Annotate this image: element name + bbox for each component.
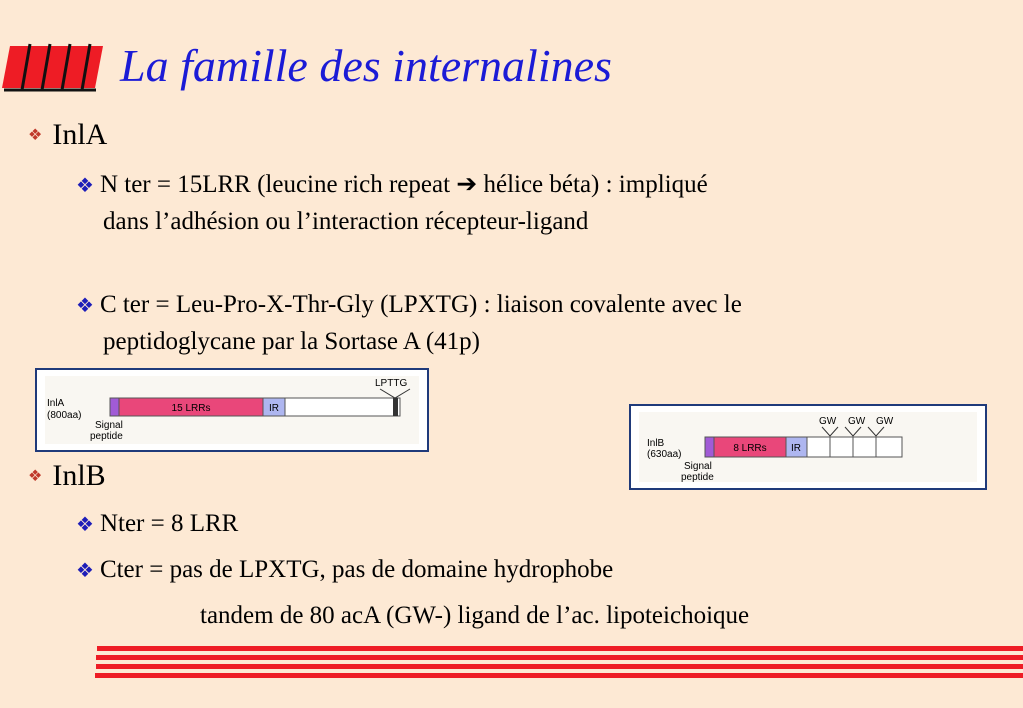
svg-text:peptide: peptide <box>681 472 714 483</box>
section-heading-inla: ❖ InlA <box>28 118 108 151</box>
svg-text:15 LRRs: 15 LRRs <box>171 403 211 414</box>
lpxtg-anchor <box>393 398 398 416</box>
bullet-diamond-icon: ❖ <box>76 560 94 582</box>
svg-text:Signal: Signal <box>95 420 123 431</box>
lpttg-label: LPTTG <box>375 378 408 389</box>
slide-title: La famille des internalines <box>120 40 612 91</box>
gw-label: GW <box>876 416 894 427</box>
signal-peptide-domain <box>110 398 119 416</box>
bullet-diamond-icon: ❖ <box>28 127 43 144</box>
gw-module <box>830 437 853 457</box>
gw-module <box>853 437 876 457</box>
svg-text:IR: IR <box>791 443 801 454</box>
bullet-diamond-icon: ❖ <box>76 514 94 536</box>
svg-text:8 LRRs: 8 LRRs <box>733 443 767 454</box>
gw-label: GW <box>819 416 837 427</box>
inlb-cter-continuation: tandem de 80 acA (GW-) ligand de l’ac. lipoteichoique <box>200 602 750 629</box>
bullet-inlb-nter: ❖ Nter = 8 LRR <box>76 510 239 537</box>
bullet-diamond-icon: ❖ <box>76 295 94 317</box>
svg-text:Signal: Signal <box>684 461 712 472</box>
signal-peptide-domain <box>705 437 714 457</box>
inlb-size-label: (630aa) <box>647 449 682 460</box>
gw-module <box>807 437 830 457</box>
section-heading-inlb: ❖ InlB <box>28 459 106 492</box>
footer-stripes <box>95 646 1023 680</box>
bullet-diamond-icon: ❖ <box>28 468 43 485</box>
inlb-domain-figure <box>629 404 987 490</box>
gw-label: GW <box>848 416 866 427</box>
bullet-diamond-icon: ❖ <box>76 175 94 197</box>
slide-logo-icon <box>0 40 105 92</box>
svg-text:IR: IR <box>269 403 279 414</box>
inlb-protein-label: InlB <box>647 438 665 449</box>
inla-size-label: (800aa) <box>47 410 82 421</box>
bullet-inlb-cter: ❖ Cter = pas de LPXTG, pas de domaine hydrophobe <box>76 556 614 583</box>
gw-module <box>876 437 902 457</box>
inla-protein-label: InlA <box>47 398 65 409</box>
arrow-right-icon: ➔ <box>456 171 478 198</box>
bullet-inla-cter: ❖ C ter = Leu-Pro-X-Thr-Gly (LPXTG) : liaison covalente avec le peptidoglycane par la Sortase A (41p) <box>76 291 742 355</box>
inla-domain-figure <box>35 368 429 452</box>
bullet-inla-nter: ❖ N ter = 15LRR (leucine rich repeat ➔ hélice béta) : impliqué dans l’adhésion ou l’interaction récepteur-ligand <box>76 171 708 235</box>
svg-text:peptide: peptide <box>90 431 123 442</box>
